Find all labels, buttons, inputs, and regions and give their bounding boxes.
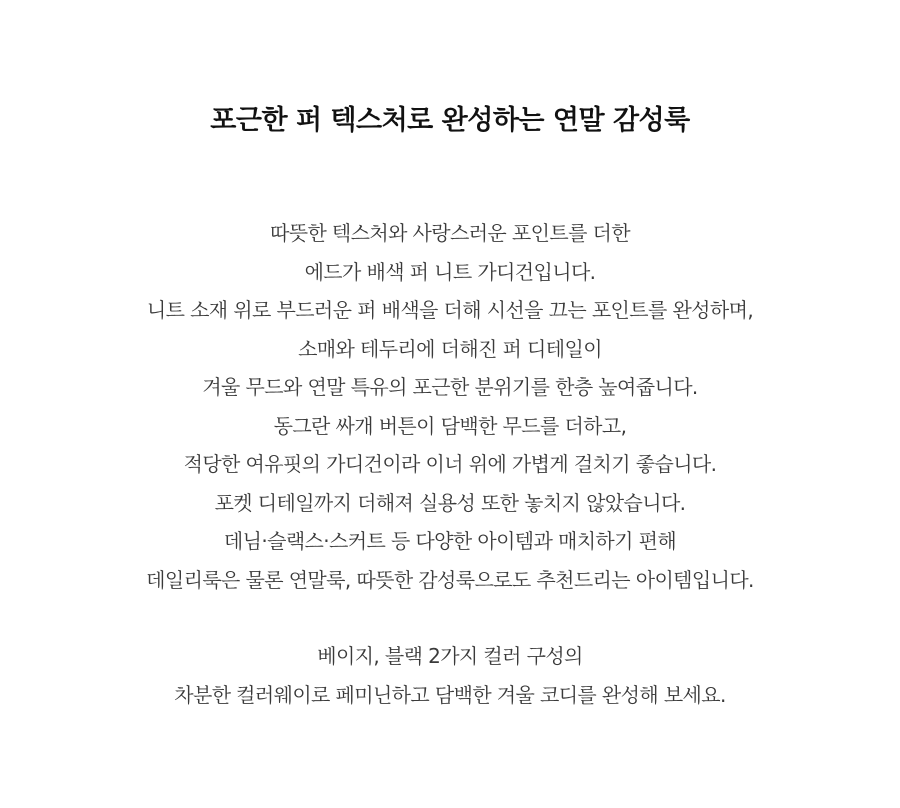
description-paragraph-1 bbox=[0, 214, 900, 599]
description-line: 따뜻한 텍스처와 사랑스러운 포인트를 더한 bbox=[270, 221, 630, 245]
description-line: 소매와 테두리에 더해진 퍼 디테일이 bbox=[298, 336, 602, 361]
description-line: 데님·슬랙스·스커트 등 다양한 아이템과 매치하기 편해 bbox=[223, 529, 677, 553]
description-line: 데일리룩은 물론 연말룩, 따뜻한 감성룩으로도 추천드리는 아이템입니다. bbox=[146, 567, 754, 592]
description-line: 동그란 싸개 버튼이 담백한 무드를 더하고, bbox=[273, 413, 627, 438]
description-line: 니트 소재 위로 부드러운 퍼 배색을 더해 시선을 끄는 포인트를 완성하며, bbox=[146, 298, 754, 322]
description-line: 베이지, 블랙 2가지 컬러 구성의 bbox=[317, 644, 583, 668]
description-line: 에드가 배색 퍼 니트 가디건입니다. bbox=[304, 259, 596, 284]
description-body bbox=[0, 214, 900, 714]
page-title: 포근한 퍼 텍스처로 완성하는 연말 감성룩 bbox=[210, 105, 690, 136]
description-line: 적당한 여유핏의 가디건이라 이너 위에 가볍게 걸치기 좋습니다. bbox=[183, 452, 717, 476]
description-paragraph-2 bbox=[0, 637, 900, 714]
description-line: 차분한 컬러웨이로 페미닌하고 담백한 겨울 코디를 완성해 보세요. bbox=[174, 682, 726, 707]
description-line: 겨울 무드와 연말 특유의 포근한 분위기를 한층 높여줍니다. bbox=[202, 375, 698, 399]
description-line: 포켓 디테일까지 더해져 실용성 또한 놓치지 않았습니다. bbox=[214, 490, 686, 515]
paragraph-spacer bbox=[0, 599, 900, 637]
